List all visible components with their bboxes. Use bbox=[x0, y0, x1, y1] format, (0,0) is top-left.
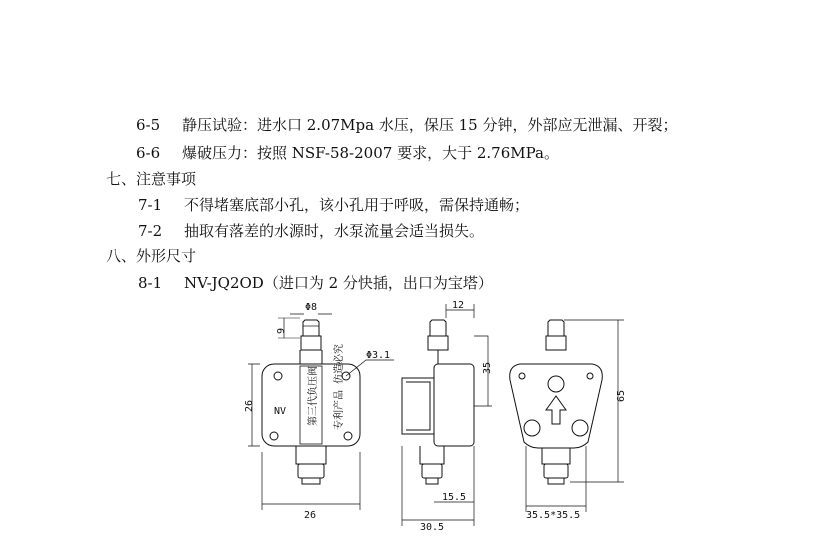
item-number: 7-1 bbox=[138, 196, 163, 214]
spec-7-1 bbox=[138, 195, 529, 215]
dim-d35: 35 bbox=[482, 361, 493, 374]
item-text: 不得堵塞底部小孔，该小孔用于呼吸，需保持通畅； bbox=[184, 196, 530, 214]
section-7-heading: 七、注意事项 bbox=[106, 170, 197, 188]
back-view bbox=[510, 320, 624, 512]
dim-d305: 30.5 bbox=[420, 522, 445, 533]
spec-6-6 bbox=[136, 143, 559, 163]
dim-d12: 12 bbox=[452, 300, 465, 311]
item-text: NV-JQ2OD（进口为 2 分快插，出口为宝塔） bbox=[184, 274, 493, 292]
item-text: 抽取有落差的水源时，水泵流量会适当损失。 bbox=[184, 222, 485, 240]
logo-mark: NV bbox=[274, 406, 287, 417]
front-view bbox=[248, 314, 394, 510]
dim-d9: 9 bbox=[276, 327, 287, 334]
dim-d355: 35.5*35.5 bbox=[526, 510, 581, 521]
item-text: 静压试验：进水口 2.07Mpa 水压，保压 15 分钟，外部应无泄漏、开裂； bbox=[182, 116, 678, 134]
dim-d155: 15.5 bbox=[442, 492, 467, 503]
dim-d65: 65 bbox=[616, 389, 627, 402]
dim-d8: Φ8 bbox=[305, 302, 318, 313]
spec-6-5 bbox=[136, 115, 677, 135]
section-8-heading: 八、外形尺寸 bbox=[106, 247, 197, 265]
dim-d26b: 26 bbox=[304, 510, 317, 521]
dim-d31: Φ3.1 bbox=[366, 350, 391, 361]
dim-d26l: 26 bbox=[244, 399, 255, 412]
spec-7-2 bbox=[138, 221, 484, 241]
front-label-left: 第三代负压阀 bbox=[308, 366, 319, 426]
front-label-right: 专利产品 仿造必究 bbox=[334, 343, 345, 430]
item-text: 爆破压力：按照 NSF-58-2007 要求，大于 2.76MPa。 bbox=[182, 144, 559, 162]
item-number: 6-6 bbox=[136, 144, 161, 162]
item-number: 7-2 bbox=[138, 222, 163, 240]
dimension-drawing bbox=[230, 296, 650, 534]
item-number: 8-1 bbox=[138, 274, 163, 292]
spec-8-1 bbox=[138, 273, 493, 293]
item-number: 6-5 bbox=[136, 116, 161, 134]
